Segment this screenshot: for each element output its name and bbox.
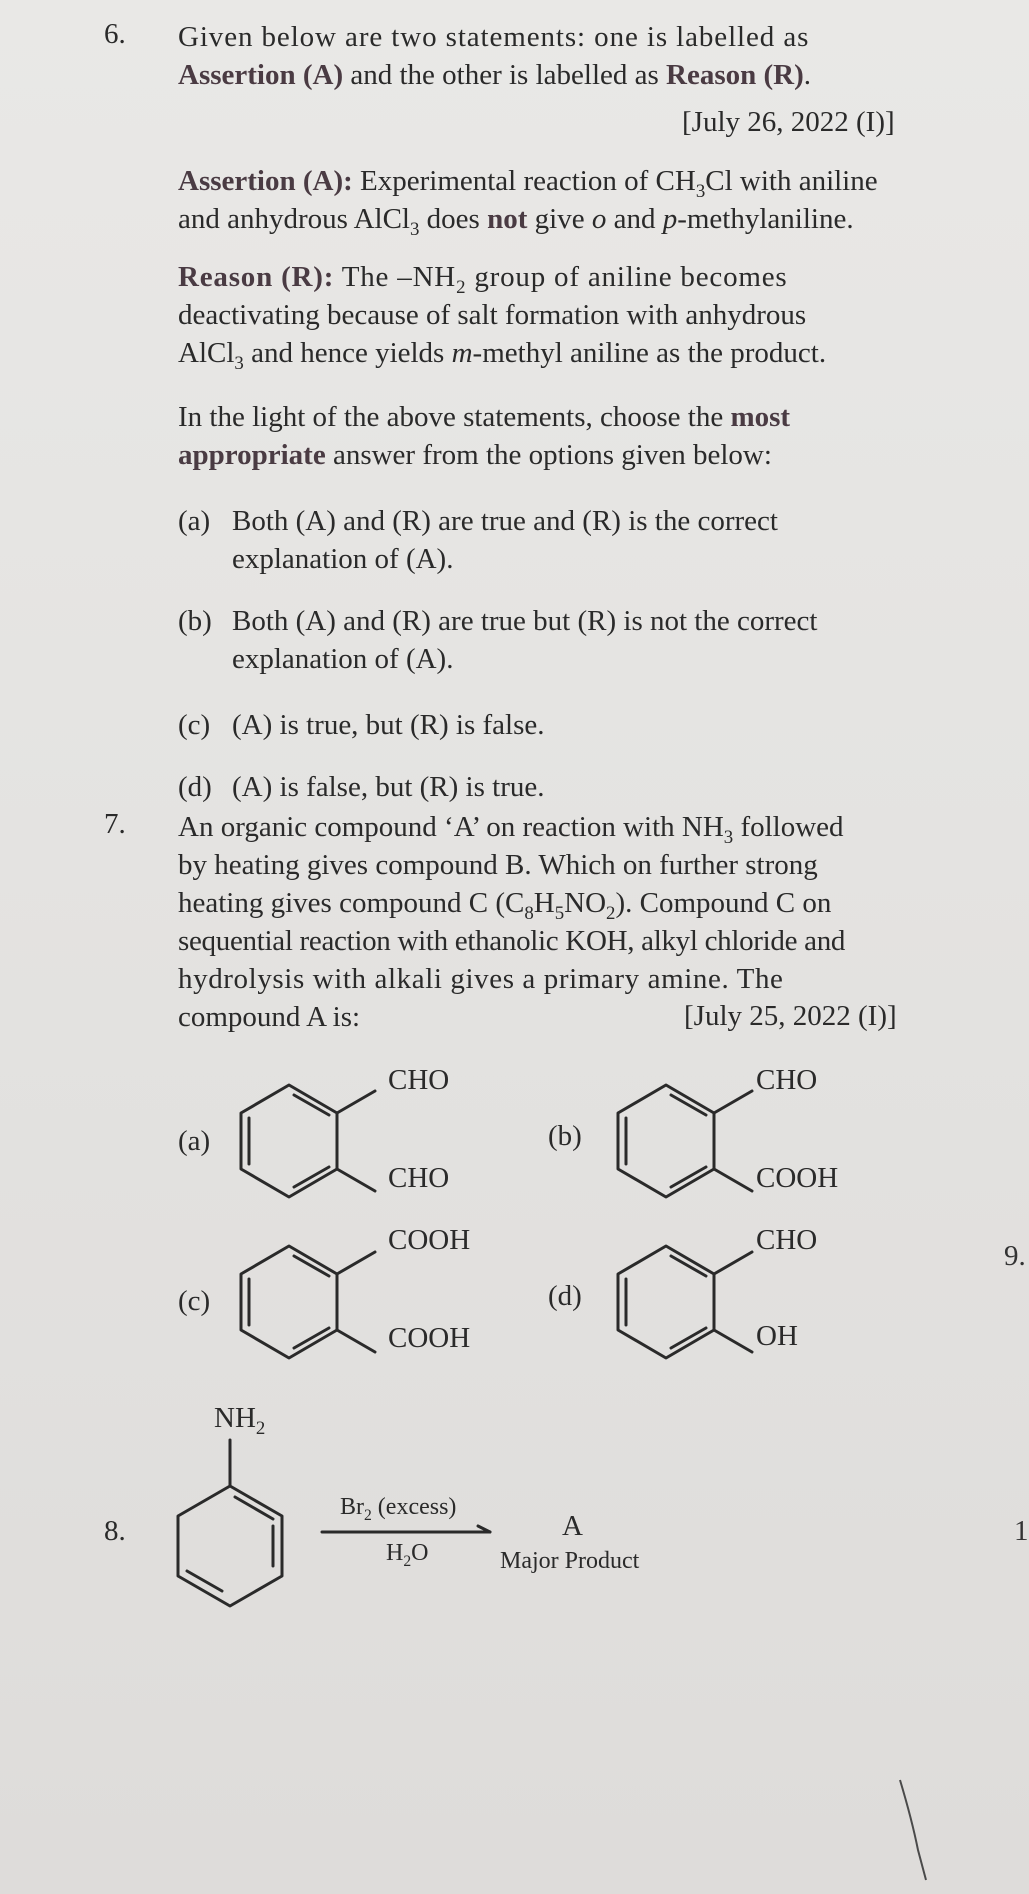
q7d-bottom-group: OH — [756, 1320, 798, 1352]
q6-option-a[interactable]: (a) Both (A) and (R) are true and (R) is the correct explanation of (A). — [178, 502, 938, 578]
q6-intro-line2: Assertion (A) and the other is labelled as Reason (R). — [178, 59, 812, 91]
q6-option-b[interactable]: (b) Both (A) and (R) are true but (R) is not the correct explanation of (A). — [178, 602, 938, 678]
reason-line1: Reason (R): The $-NH_2$ group of aniline becomes — [178, 261, 788, 298]
option-label: (a) — [178, 505, 211, 537]
aniline-ring — [178, 1440, 282, 1606]
q7-option-b-label[interactable]: (b) — [548, 1120, 582, 1152]
reason-line3: AlCl$_3$ and hence yields m-methyl aniline as the product. — [178, 337, 827, 374]
q7c-bottom-group: COOH — [388, 1322, 471, 1354]
question-6-reference: [July 26, 2022 (I)] — [682, 106, 895, 138]
benzene-ring-c — [241, 1246, 375, 1358]
q7c-top-group: COOH — [388, 1224, 471, 1256]
q7d-top-group: CHO — [756, 1224, 818, 1256]
q7-line1: An organic compound ‘A’ on reaction with $NH_3$ followed — [178, 811, 844, 848]
q7a-bottom-group: CHO — [388, 1162, 450, 1194]
q6-option-c[interactable]: (c) (A) is true, but (R) is false. — [178, 706, 938, 744]
question-7-number: 7. — [104, 808, 126, 840]
q8-product-label: Major Product — [500, 1548, 640, 1574]
instruction-line1: In the light of the above statements, choose the most — [178, 401, 791, 433]
benzene-ring-d — [618, 1246, 752, 1358]
q7b-bottom-group: COOH — [756, 1162, 839, 1194]
q6-option-d[interactable]: (d) (A) is false, but (R) is true. — [178, 768, 938, 806]
q7-option-a-label[interactable]: (a) — [178, 1125, 211, 1157]
q7b-top-group: CHO — [756, 1064, 818, 1096]
reaction-arrow — [322, 1526, 490, 1532]
q7-line5: hydrolysis with alkali gives a primary amine. The — [178, 963, 784, 995]
question-8-number: 8. — [104, 1515, 126, 1547]
benzene-ring-a — [241, 1085, 375, 1197]
question-6-number: 6. — [104, 18, 126, 50]
instruction-line2: appropriate answer from the options given below: — [178, 439, 772, 471]
q7-option-d-label[interactable]: (d) — [548, 1280, 582, 1312]
option-label: (d) — [178, 771, 212, 803]
q7-line6: compound A is: — [178, 1001, 361, 1033]
q7a-top-group: CHO — [388, 1064, 450, 1096]
q8-reagent-top: $Br_2$ (excess) — [340, 1494, 457, 1524]
benzene-ring-b — [618, 1085, 752, 1197]
q6-intro-line1: Given below are two statements: one is labelled as — [178, 21, 810, 53]
margin-mark-9: 9. — [1004, 1240, 1026, 1272]
q7-line2: by heating gives compound B. Which on further strong — [178, 849, 818, 881]
q7-line4: sequential reaction with ethanolic KOH, alkyl chloride and — [178, 925, 846, 957]
reason-line2: deactivating because of salt formation with anhydrous — [178, 299, 807, 331]
q8-reagent-bottom: $H_2O$ — [386, 1540, 429, 1570]
assertion-line2: and anhydrous AlCl$_3$ does not give o and p-methylaniline. — [178, 203, 854, 240]
option-label: (b) — [178, 605, 212, 637]
pen-mark — [900, 1780, 926, 1880]
q7-line3: heating gives compound C $(C_8H_5NO_2)$. Compound C on — [178, 887, 832, 924]
option-label: (c) — [178, 709, 211, 741]
assertion-line1: Assertion (A): Experimental reaction of $CH_3Cl$ with aniline — [178, 165, 878, 202]
question-7-reference: [July 25, 2022 (I)] — [684, 1000, 897, 1032]
q8-amine-group: $NH_2$ — [214, 1402, 266, 1439]
q7-option-c-label[interactable]: (c) — [178, 1285, 211, 1317]
q8-product: A — [562, 1510, 583, 1542]
margin-mark-1: 1 — [1014, 1515, 1029, 1547]
